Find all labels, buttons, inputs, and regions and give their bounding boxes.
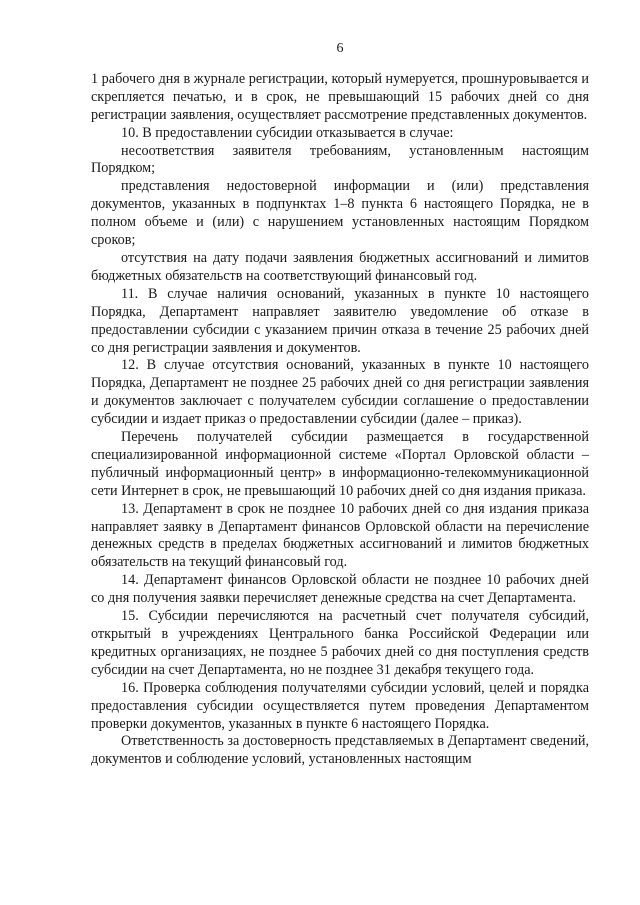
paragraph-refusal-reason-2: представления недостоверной информации и (или) представления документов, указанных в подпунктах 1–8 пункта 6 настоящего Порядка, не в полном объеме и (или) с нарушением установленных настоящим Порядком сроков; — [91, 178, 589, 249]
paragraph-refusal-reason-1: несоответствия заявителя требованиям, установленным настоящим Порядком; — [91, 142, 589, 177]
paragraph-item-10: 10. В предоставлении субсидии отказывается в случае: — [121, 124, 454, 141]
paragraph-continuation: 1 рабочего дня в журнале регистрации, который нумеруется, прошнуровывается и скрепляется печатью, и в срок, не превышающий 15 рабочих дней со дня регистрации заявления, осуществляет рассмотрение представленных документов. — [91, 70, 589, 123]
paragraph-item-12: 12. В случае отсутствия оснований, указанных в пункте 10 настоящего Порядка, Департамент не позднее 25 рабочих дней со дня регистрации заявления и документов заключает с получателем субсидии соглашение о предоставлении субсидии и издает приказ о предоставлении субсидии (далее – приказ). — [91, 357, 589, 428]
paragraph-recipients-list: Перечень получателей субсидии размещается в государственной специализированной информационной системе «Портал Орловской области – публичный информационный центр» в информационно-телекоммуникационной сети Интернет в срок, не превышающий 10 рабочих дней со дня издания приказа. — [91, 429, 589, 499]
paragraph-item-15: 15. Субсидии перечисляются на расчетный счет получателя субсидий, открытый в учреждениях Центрального банка Российской Федерации или кредитных организациях, не позднее 5 рабочих дней со дня поступления средств субсидии на счет Департамента, но не позднее 31 декабря текущего года. — [91, 608, 589, 678]
paragraph-item-14: 14. Департамент финансов Орловской области не позднее 10 рабочих дней со дня получения заявки перечисляет денежные средства на счет Департамента. — [91, 572, 589, 607]
paragraph-item-13: 13. Департамент в срок не позднее 10 рабочих дней со дня издания приказа направляет заявку в Департамент финансов Орловской области на перечисление денежных средств в пределах бюджетных ассигнований и лимитов бюджетных обязательств на текущий финансовый год. — [91, 500, 589, 571]
paragraph-item-16: 16. Проверка соблюдения получателями субсидии условий, целей и порядка предоставления субсидии осуществляется путем проведения Департаментом проверки документов, указанных в пункте 6 настоящего Порядка. — [91, 679, 589, 732]
paragraph-responsibility: Ответственность за достоверность представляемых в Департамент сведений, документов и соблюдение условий, установленных настоящим — [91, 733, 589, 768]
page-number: 6 — [336, 41, 344, 56]
paragraph-refusal-reason-3: отсутствия на дату подачи заявления бюджетных ассигнований и лимитов бюджетных обязательств на соответствующий финансовый год. — [91, 249, 589, 284]
paragraph-item-11: 11. В случае наличия оснований, указанных в пункте 10 настоящего Порядка, Департамент направляет заявителю уведомление об отказе в предоставлении субсидии с указанием причин отказа в течение 25 рабочих дней со дня регистрации заявления и документов. — [91, 285, 589, 356]
